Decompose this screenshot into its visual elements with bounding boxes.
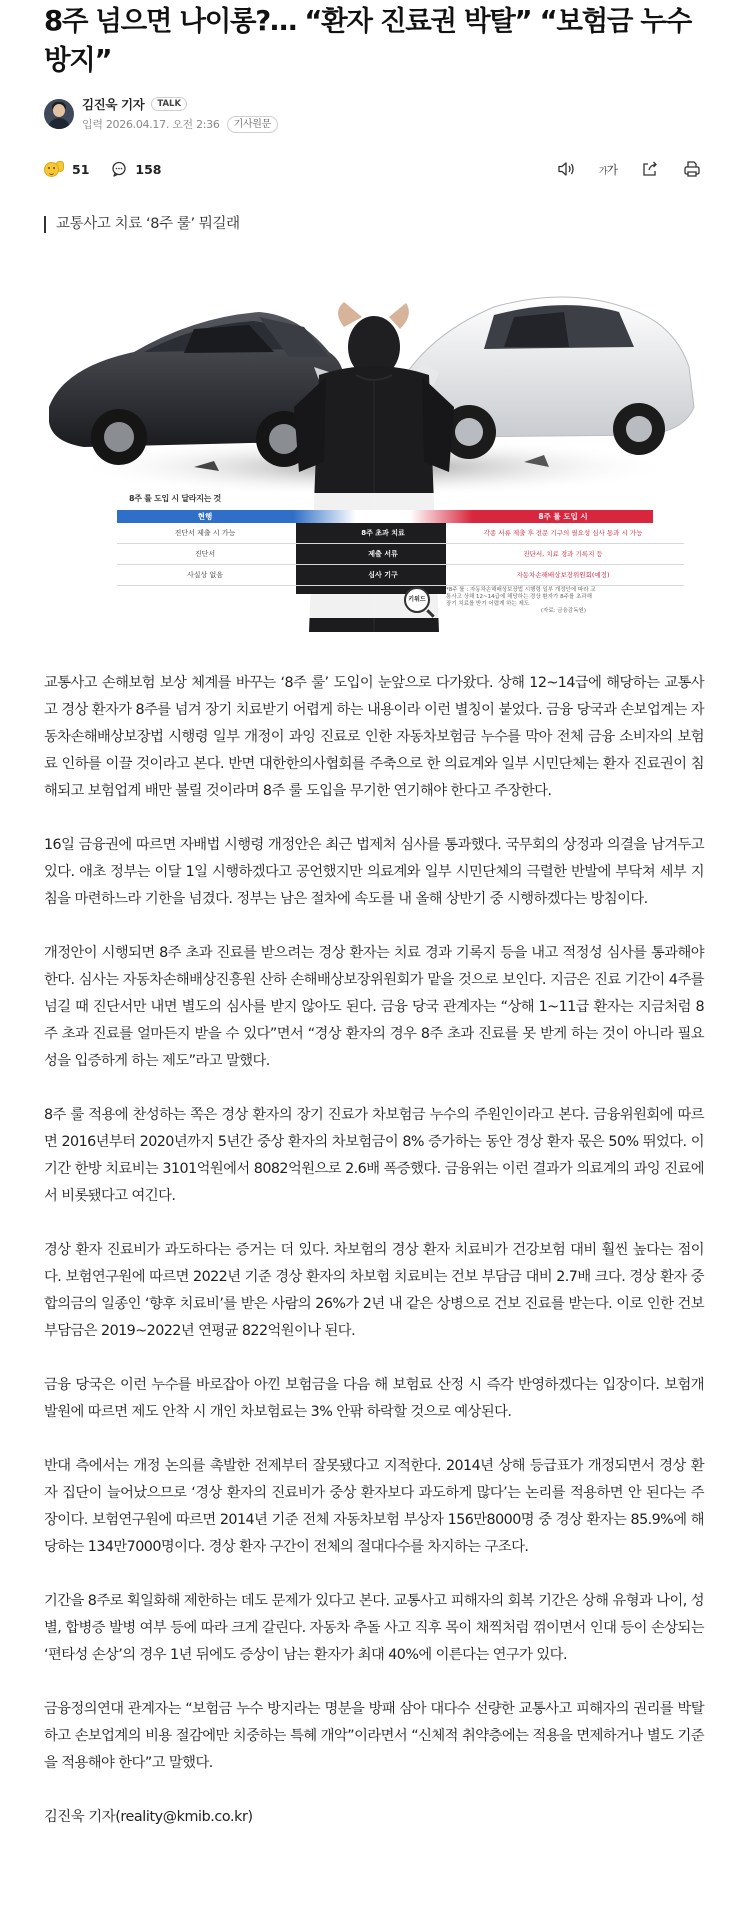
paragraph: 교통사고 손해보험 보상 체계를 바꾸는 ‘8주 룰’ 도입이 눈앞으로 다가왔다. 상해 12~14급에 해당하는 교통사고 경상 환자가 8주를 넘겨 장기 치료받기 어렵게 하는 내용이라 이런 별칭이 붙었다. 금융 당국과 손보업계는 자동차손해배상보장법 시행령 일부 개정이 과잉 진료로 인한 자동차보험금 누수를 막아 전체 금융 소비자의 보험료 인하를 이끌 것이라고 본다. 반면 대한한의사협회를 주축으로 한 의료계와 일부 시민단체는 환자 진료권이 침해되고 보험업계 배만 불릴 것이라며 8주 룰 도입을 무기한 연기해야 한다고 주장한다. — [44, 675, 704, 799]
article-infographic[interactable] — [44, 257, 704, 632]
table-row: 진단서 제출 서류 진단서, 치료 경과 기록지 등 — [117, 544, 684, 565]
paragraph: 경상 환자 진료비가 과도하다는 증거는 더 있다. 차보험의 경상 환자 치료비가 건강보험 대비 훨씬 높다는 점이다. 보험연구원에 따르면 2022년 기준 경상 환자의 차보험 치료비는 건보 부담금 대비 2.7배 크다. 경상 환자 중 합의금의 일종인 ‘향후 치료비’를 받은 사람의 26%가 2년 내 같은 상병으로 건보 진료를 받는다. 이로 인한 건보 부담금은 2019~2022년 연평균 822억원이나 된다. — [44, 1242, 704, 1339]
table-row: 사실상 없음 심사 기구 자동차손해배상보장위원회(예정) — [117, 565, 684, 586]
share-button[interactable] — [640, 159, 660, 179]
byline — [44, 95, 704, 133]
headline-line-1: 8주 넘으면 나이롱?… “환자 진료권 박탈” “보험금 누수 — [44, 5, 691, 37]
print-button[interactable] — [682, 159, 702, 179]
paragraph: 개정안이 시행되면 8주 초과 진료를 받으려는 경상 환자는 치료 경과 기록지 등을 내고 적정성 심사를 통과해야 한다. 심사는 자동차손해배상진흥원 산하 손해배상보장위원회가 맡을 것으로 보인다. 지금은 진료 기간이 4주를 넘길 때 진단서만 내면 별도의 심사를 받지 않아도 된다. 금융 당국 관계자는 “상해 1~11급 환자는 지금처럼 8주 초과 진료를 얼마든지 받을 수 있다”면서 “경상 환자의 경우 8주 초과 진료를 못 받게 하는 것이 아니라 필요성을 입증하게 하는 제도”라고 말했다. — [44, 945, 704, 1069]
table-row: 진단서 제출 시 가능 8주 초과 치료 각종 서류 제출 후 전문 기구의 필요성 심사 통과 시 가능 — [117, 523, 684, 544]
comparison-table — [117, 493, 684, 586]
keyword-description: *8주 룰 : 자동차손해배상보장법 시행령 일부 개정안에 따라 교통사고 상해 12~14급에 해당하는 경상 환자가 8주를 초과해 장기 치료를 받기 어렵게 하는 제도 (자료: 금융감독원) — [446, 587, 596, 614]
emoji-face-icon — [44, 162, 59, 177]
table-title: 8주 룰 도입 시 달라지는 것 — [129, 494, 221, 503]
headline-line-2: 방지” — [44, 44, 112, 76]
reaction-button[interactable] — [44, 162, 89, 177]
article-body — [44, 670, 704, 1777]
byline-info — [82, 95, 278, 133]
reaction-count: 51 — [72, 161, 90, 177]
print-icon — [683, 160, 701, 178]
paragraph: 8주 룰 적용에 찬성하는 쪽은 경상 환자의 장기 진료가 차보험금 누수의 주원인이라고 본다. 금융위원회에 따르면 2016년부터 2020년까지 5년간 중상 환자의 차보험금이 8% 증가하는 동안 경상 환자 몫은 50% 뛰었다. 이 기간 한방 치료비는 3101억원에서 8082억원으로 2.6배 폭증했다. 금융위는 이런 결과가 의료계의 과잉 진료에서 비롯됐다고 여긴다. — [44, 1107, 704, 1204]
listen-button[interactable] — [556, 159, 576, 179]
reporter-signature: 김진욱 기자(reality@kmib.co.kr) — [44, 1809, 253, 1825]
paragraph: 기간을 8주로 획일화해 제한하는 데도 문제가 있다고 본다. 교통사고 피해자의 회복 기간은 상해 유형과 나이, 성별, 합병증 발병 여부 등에 따라 크게 갈린다. 자동차 추돌 사고 직후 목이 채찍처럼 꺾이면서 인대 등이 손상되는 ‘편타성 손상’의 경우 1년 뒤에도 증상이 남는 환자가 최대 40%에 이른다는 연구가 있다. — [44, 1593, 704, 1663]
paragraph: 금융정의연대 관계자는 “보험금 누수 방지라는 명분을 방패 삼아 대다수 선량한 교통사고 피해자의 권리를 박탈하고 손보업계의 비용 절감에만 치중하는 특혜 개악”이라면서 “신체적 취약층에는 적용을 면제하거나 별도 기준을 적용해야 한다”고 말했다. — [44, 1701, 704, 1771]
article-headline — [44, 0, 704, 80]
paragraph: 반대 측에서는 개정 논의를 촉발한 전제부터 잘못됐다고 지적한다. 2014년 상해 등급표가 개정되면서 경상 환자 집단이 늘어났으므로 ‘경상 환자의 진료비가 중상 환자보다 과도하게 많다’는 논리를 적용하면 안 된다는 주장이다. 보험연구원에 따르면 2014년 기준 전체 자동차보험 부상자 156만8000명 중 경상 환자는 85.9%에 해당하는 134만7000명이다. 경상 환자 구간이 전체의 절대다수를 차지하는 구조다. — [44, 1458, 704, 1555]
comment-icon — [111, 161, 127, 177]
speaker-icon — [557, 161, 575, 177]
original-article-link[interactable]: 기사원문 — [227, 116, 278, 133]
comment-count: 158 — [135, 161, 162, 177]
comment-button[interactable] — [111, 161, 161, 177]
publish-date: 입력 2026.04.17. 오전 2:36 — [82, 118, 220, 131]
article-subtitle: 교통사고 치료 ‘8주 룰’ 뭐길래 — [44, 216, 704, 233]
share-icon — [641, 160, 659, 178]
reporter-name[interactable]: 김진욱 기자 — [82, 97, 145, 112]
reporter-avatar[interactable] — [44, 99, 74, 129]
keyword-magnifier-icon: 키워드 — [404, 587, 430, 613]
paragraph: 16일 금융권에 따르면 자배법 시행령 개정안은 최근 법제처 심사를 통과했다. 국무회의 상정과 의결을 남겨두고 있다. 애초 정부는 이달 1일 시행하겠다고 공언했지만 의료계와 일부 시민단체의 극렬한 반발에 부닥쳐 세부 지침을 마련하느라 기한을 넘겼다. 정부는 남은 절차에 속도를 내 올해 상반기 중 시행하겠다는 방침이다. — [44, 837, 704, 907]
header-current: 현행 — [117, 510, 293, 523]
font-size-button[interactable] — [598, 159, 618, 179]
font-size-icon: 가가 — [598, 162, 618, 177]
article-toolbar — [44, 158, 704, 180]
keyword-box — [404, 587, 596, 615]
talk-button[interactable]: TALK — [151, 97, 187, 111]
table-header — [117, 510, 684, 523]
header-8week-rule: 8주 룰 도입 시 — [473, 510, 653, 523]
paragraph: 금융 당국은 이런 누수를 바로잡아 아낀 보험금을 다음 해 보험료 산정 시 즉각 반영하겠다는 입장이다. 보험개발원에 따르면 제도 안착 시 개인 차보험료는 3% 안팎 하락할 것으로 예상된다. — [44, 1377, 704, 1420]
